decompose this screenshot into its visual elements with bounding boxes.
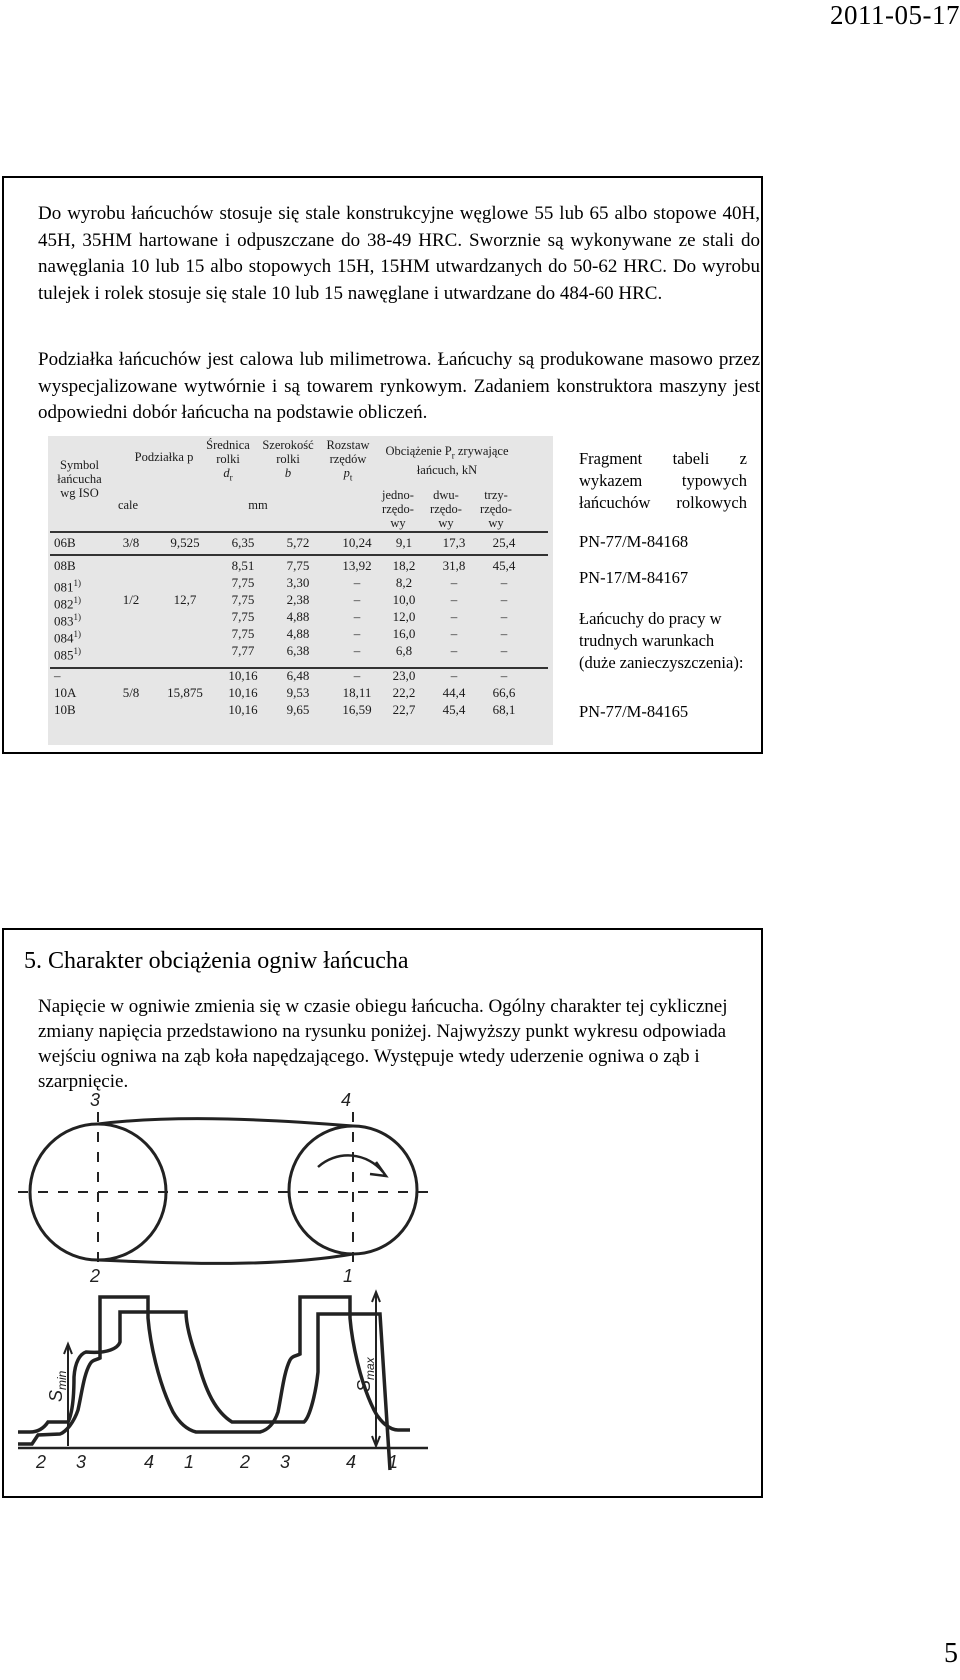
table-cell-symbol: 084$^{1)}$ — [54, 629, 81, 646]
center-line — [18, 1112, 438, 1272]
table-cell-mm: 15,875 — [167, 685, 203, 700]
th-unit-inch: cale — [117, 498, 139, 512]
table-cell-inch: 5/8 — [122, 685, 140, 700]
slide-chain-materials — [2, 176, 763, 754]
table-cell-pt: – — [353, 609, 361, 624]
table-cell-s1: 9,1 — [395, 535, 413, 550]
table-cell-symbol: 085$^{1)}$ — [54, 646, 81, 663]
table-cell-s3: 66,6 — [492, 685, 516, 700]
table-cell-d: 7,75 — [231, 575, 255, 590]
axis-label-4a: 4 — [144, 1452, 155, 1472]
th-width: Szerokość rolki b — [262, 438, 314, 480]
table-cell-s3: – — [500, 643, 508, 658]
table-cell-s2: – — [450, 575, 458, 590]
tension-plot — [18, 1292, 428, 1472]
th-symbol: Symbol łańcucha wg ISO — [57, 458, 102, 500]
difficult-conditions-note: Łańcuchy do pracy w trudnych warunkach (duże zanieczyszczenia): — [579, 609, 744, 672]
th-diameter: Średnica rolki $d_r$ — [206, 438, 250, 483]
table-cell-s2: 31,8 — [442, 558, 466, 573]
table-cell-d: 6,35 — [231, 535, 255, 550]
table-cell-symbol: 10A — [54, 685, 77, 700]
chain-top — [98, 1119, 353, 1126]
label-point-2: 2 — [90, 1266, 101, 1286]
materials-paragraph: Do wyrobu łańcuchów stosuje się stale konstrukcyjne węglowe 55 lub 65 albo stopowe 40H, 45H, 35HM hartowane i odpuszczane do 38-49 HRC. Sworznie są wykonywane ze stali do nawęglania 10 lub 15 albo stopowych 15H, 15HM utwardzanych do 50-62 HRC. Do wyrobu tulejek i rolek stosuje się stale 10 lub 15 nawęglane i utwardzane do 484-60 HRC. — [38, 203, 760, 304]
axis-label-3a: 3 — [76, 1452, 87, 1472]
table-cell-inch: 1/2 — [122, 592, 140, 607]
label-point-1: 1 — [343, 1266, 354, 1286]
table-cell-inch: 3/8 — [122, 535, 140, 550]
smin-label — [46, 1370, 69, 1402]
table-cell-s2: 45,4 — [442, 702, 466, 717]
table-rule-1 — [50, 554, 548, 556]
table-cell-s2: – — [450, 668, 458, 683]
table-cell-symbol: – — [54, 668, 61, 683]
table-cell-s2: – — [450, 592, 458, 607]
table-cell-symbol: 082$^{1)}$ — [54, 595, 81, 612]
table-cell-d: 10,16 — [228, 685, 258, 700]
table-cell-d: 10,16 — [228, 668, 258, 683]
table-cell-s3: – — [500, 626, 508, 641]
rotation-arrowhead — [370, 1162, 386, 1176]
table-cell-b: 9,53 — [286, 685, 310, 700]
pitch-paragraph: Podziałka łańcuchów jest calowa lub milimetrowa. Łańcuchy są produkowane masowo przez wyspecjalizowane wytwórnie i są towarem rynkowym. Zadaniem konstruktora maszyny jest odpowiedni dobór łańcucha na podstawie obliczeń. — [38, 349, 760, 423]
header-date: 2011-05-17 — [830, 0, 960, 30]
table-cell-s3: 25,4 — [492, 535, 516, 550]
table-cell-s3: – — [500, 609, 508, 624]
table-cell-symbol: 081$^{1)}$ — [54, 578, 81, 595]
label-point-4: 4 — [341, 1092, 352, 1110]
norm-pn-84168: PN-77/M-84168 — [579, 532, 689, 551]
table-cell-s1: 22,2 — [392, 685, 416, 700]
table-cell-pt: – — [353, 643, 361, 658]
chain-table-scan — [48, 436, 553, 745]
axis-label-1a: 1 — [184, 1452, 195, 1472]
table-cell-s1: 16,0 — [392, 626, 416, 641]
table-cell-s2: – — [450, 626, 458, 641]
table-cell-b: 4,88 — [286, 609, 310, 624]
table-cell-mm: 9,525 — [170, 535, 200, 550]
tension-paragraph: Napięcie w ogniwie zmienia się w czasie obiegu łańcucha. Ogólny charakter tej cyklicznej zmiany napięcia przedstawiono na rysunku poniżej. Najwyższy punkt wykresu odpowiada wejściu ogniwa na ząb koła napędzającego. Występuje wtedy uderzenie ogniwa o ząb i szarpnięcie. — [38, 996, 728, 1092]
table-rule-header — [50, 531, 548, 533]
tension-diagram — [18, 1092, 718, 1492]
table-cell-d: 7,75 — [231, 592, 255, 607]
table-cell-d: 10,16 — [228, 702, 258, 717]
table-cell-s1: 23,0 — [392, 668, 416, 683]
table-cell-pt: – — [353, 575, 361, 590]
axis-label-4b: 4 — [346, 1452, 357, 1472]
table-cell-s2: 17,3 — [442, 535, 466, 550]
table-cell-mm: 12,7 — [173, 592, 197, 607]
table-cell-b: 4,88 — [286, 626, 310, 641]
table-cell-s1: 18,2 — [392, 558, 416, 573]
table-cell-symbol: 10B — [54, 702, 76, 717]
axis-label-2a: 2 — [36, 1452, 47, 1472]
axis-label-1b: 1 — [388, 1452, 399, 1472]
svg-text:Smax: $S_{max}$ — [354, 1357, 377, 1392]
table-cell-symbol: 06B — [54, 535, 76, 550]
rotation-arrow — [318, 1155, 383, 1172]
table-cell-s1: 22,7 — [392, 702, 416, 717]
table-cell-s2: 44,4 — [442, 685, 466, 700]
table-cell-pt: – — [353, 592, 361, 607]
table-cell-pt: – — [353, 668, 361, 683]
section-heading: 5. Charakter obciążenia ogniw łańcucha — [24, 948, 409, 974]
table-cell-s3: – — [500, 575, 508, 590]
table-cell-s1: 8,2 — [395, 575, 413, 590]
table-cell-s1: 10,0 — [392, 592, 416, 607]
table-cell-s3: 68,1 — [492, 702, 516, 717]
tension-curve-main — [18, 1297, 410, 1444]
table-cell-pt: – — [353, 626, 361, 641]
table-caption: Fragment tabeli z wykazem typowych łańcuchów rolkowych — [579, 449, 747, 512]
chain-bottom — [98, 1254, 353, 1263]
th-single-row: jedno- rzędo- wy — [382, 488, 414, 530]
table-cell-pt: 13,92 — [342, 558, 372, 573]
table-cell-pt: 18,11 — [342, 685, 372, 700]
axis-label-2b: 2 — [240, 1452, 251, 1472]
tension-curve — [18, 1312, 390, 1470]
table-cell-b: 7,75 — [286, 558, 310, 573]
table-cell-d: 8,51 — [231, 558, 255, 573]
table-cell-b: 6,38 — [286, 643, 310, 658]
slide-load-character — [2, 928, 763, 1498]
table-cell-symbol: 08B — [54, 558, 76, 573]
table-cell-s3: – — [500, 592, 508, 607]
th-double-row: dwu- rzędo- wy — [430, 488, 462, 530]
table-cell-b: 9,65 — [286, 702, 310, 717]
table-cell-s3: – — [500, 668, 508, 683]
table-cell-d: 7,75 — [231, 626, 255, 641]
th-pitch: Podziałka p — [134, 450, 194, 464]
table-cell-symbol: 083$^{1)}$ — [54, 612, 81, 629]
table-cell-d: 7,77 — [231, 643, 255, 658]
th-unit-mm: mm — [248, 498, 268, 512]
table-cell-pt: 16,59 — [342, 702, 372, 717]
table-cell-b: 2,38 — [286, 592, 310, 607]
table-cell-s1: 12,0 — [392, 609, 416, 624]
norm-pn-84167: PN-17/M-84167 — [579, 568, 689, 587]
table-cell-d: 7,75 — [231, 609, 255, 624]
th-triple-row: trzy- rzędo- wy — [480, 488, 512, 530]
table-cell-s1: 6,8 — [395, 643, 413, 658]
table-cell-pt: 10,24 — [342, 535, 372, 550]
table-cell-b: 5,72 — [286, 535, 310, 550]
svg-text:Smin: $S_{min}$ — [46, 1370, 69, 1402]
table-cell-b: 3,30 — [286, 575, 310, 590]
label-point-3: 3 — [90, 1092, 101, 1110]
table-cell-b: 6,48 — [286, 668, 310, 683]
axis-label-3b: 3 — [280, 1452, 291, 1472]
page-number: 5 — [944, 1638, 958, 1669]
norm-pn-84165: PN-77/M-84165 — [579, 702, 689, 721]
th-load: Obciążenie $P_r$ zrywające łańcuch, kN — [385, 444, 509, 477]
table-cell-s2: – — [450, 609, 458, 624]
table-cell-s2: – — [450, 643, 458, 658]
table-cell-s3: 45,4 — [492, 558, 516, 573]
th-spacing: Rozstaw rzędów $p_t$ — [326, 438, 370, 483]
